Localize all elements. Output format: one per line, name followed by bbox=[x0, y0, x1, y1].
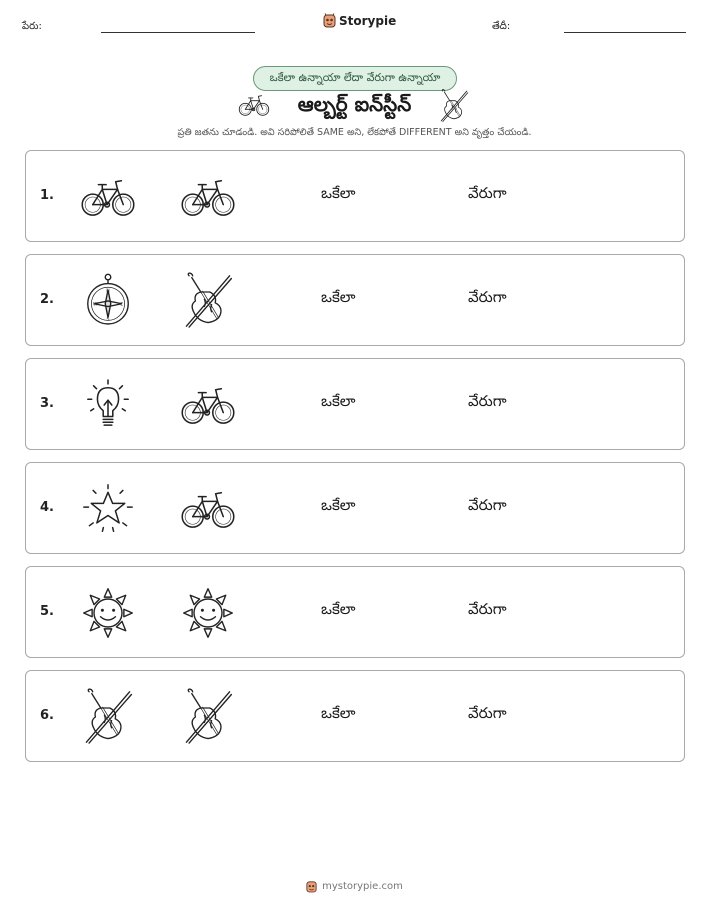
footer bbox=[0, 880, 709, 893]
sun-icon bbox=[78, 585, 138, 641]
brand-name: Storypie bbox=[339, 13, 397, 28]
instructions: ప్రతి జతను చూడండి. అవి సరిపోలితే SAME అని, లేకపోతే DIFFERENT అని వృత్తం చేయండి. bbox=[177, 127, 532, 138]
violin-icon bbox=[178, 689, 238, 745]
same-option[interactable]: ఒకేలా bbox=[321, 496, 356, 514]
question-number: 6. bbox=[40, 708, 54, 723]
same-option[interactable]: ఒకేలా bbox=[321, 392, 356, 410]
lightbulb-icon bbox=[78, 377, 138, 433]
topic-badge: ఒకేలా ఉన్నాయా లేదా వేరుగా ఉన్నాయా bbox=[253, 66, 457, 91]
same-option[interactable]: ఒకేలా bbox=[321, 600, 356, 618]
same-option[interactable]: ఒకేలా bbox=[321, 704, 356, 722]
name-line[interactable] bbox=[101, 32, 255, 33]
different-option[interactable]: వేరుగా bbox=[468, 184, 507, 202]
different-option[interactable]: వేరుగా bbox=[468, 704, 507, 722]
storypie-mascot-icon bbox=[323, 13, 336, 28]
same-option[interactable]: ఒకేలా bbox=[321, 288, 356, 306]
question-card bbox=[25, 150, 685, 242]
question-card bbox=[25, 462, 685, 554]
question-card bbox=[25, 254, 685, 346]
question-card bbox=[25, 566, 685, 658]
footer-url[interactable]: mystorypie.com bbox=[322, 881, 403, 892]
bicycle-icon bbox=[178, 481, 238, 537]
compass-icon bbox=[78, 273, 138, 329]
violin-icon bbox=[438, 88, 470, 124]
different-option[interactable]: వేరుగా bbox=[468, 600, 507, 618]
bicycle-icon bbox=[178, 377, 238, 433]
question-card bbox=[25, 358, 685, 450]
sun-icon bbox=[178, 585, 238, 641]
different-option[interactable]: వేరుగా bbox=[468, 288, 507, 306]
different-option[interactable]: వేరుగా bbox=[468, 392, 507, 410]
date-label: తేదీ: bbox=[492, 21, 511, 32]
question-number: 2. bbox=[40, 292, 54, 307]
violin-icon bbox=[178, 273, 238, 329]
question-card bbox=[25, 670, 685, 762]
storypie-mascot-icon bbox=[306, 880, 317, 893]
name-label: పేరు: bbox=[22, 21, 42, 32]
bicycle-icon bbox=[178, 169, 238, 225]
different-option[interactable]: వేరుగా bbox=[468, 496, 507, 514]
star-icon bbox=[78, 481, 138, 537]
page-title: ఆల్బర్ట్ ఐన్‌స్టీన్ bbox=[297, 92, 412, 116]
question-number: 1. bbox=[40, 188, 54, 203]
same-option[interactable]: ఒకేలా bbox=[321, 184, 356, 202]
question-number: 5. bbox=[40, 604, 54, 619]
bicycle-icon bbox=[78, 169, 138, 225]
violin-icon bbox=[78, 689, 138, 745]
question-number: 3. bbox=[40, 396, 54, 411]
brand-logo bbox=[323, 13, 396, 28]
date-line[interactable] bbox=[564, 32, 686, 33]
question-number: 4. bbox=[40, 500, 54, 515]
